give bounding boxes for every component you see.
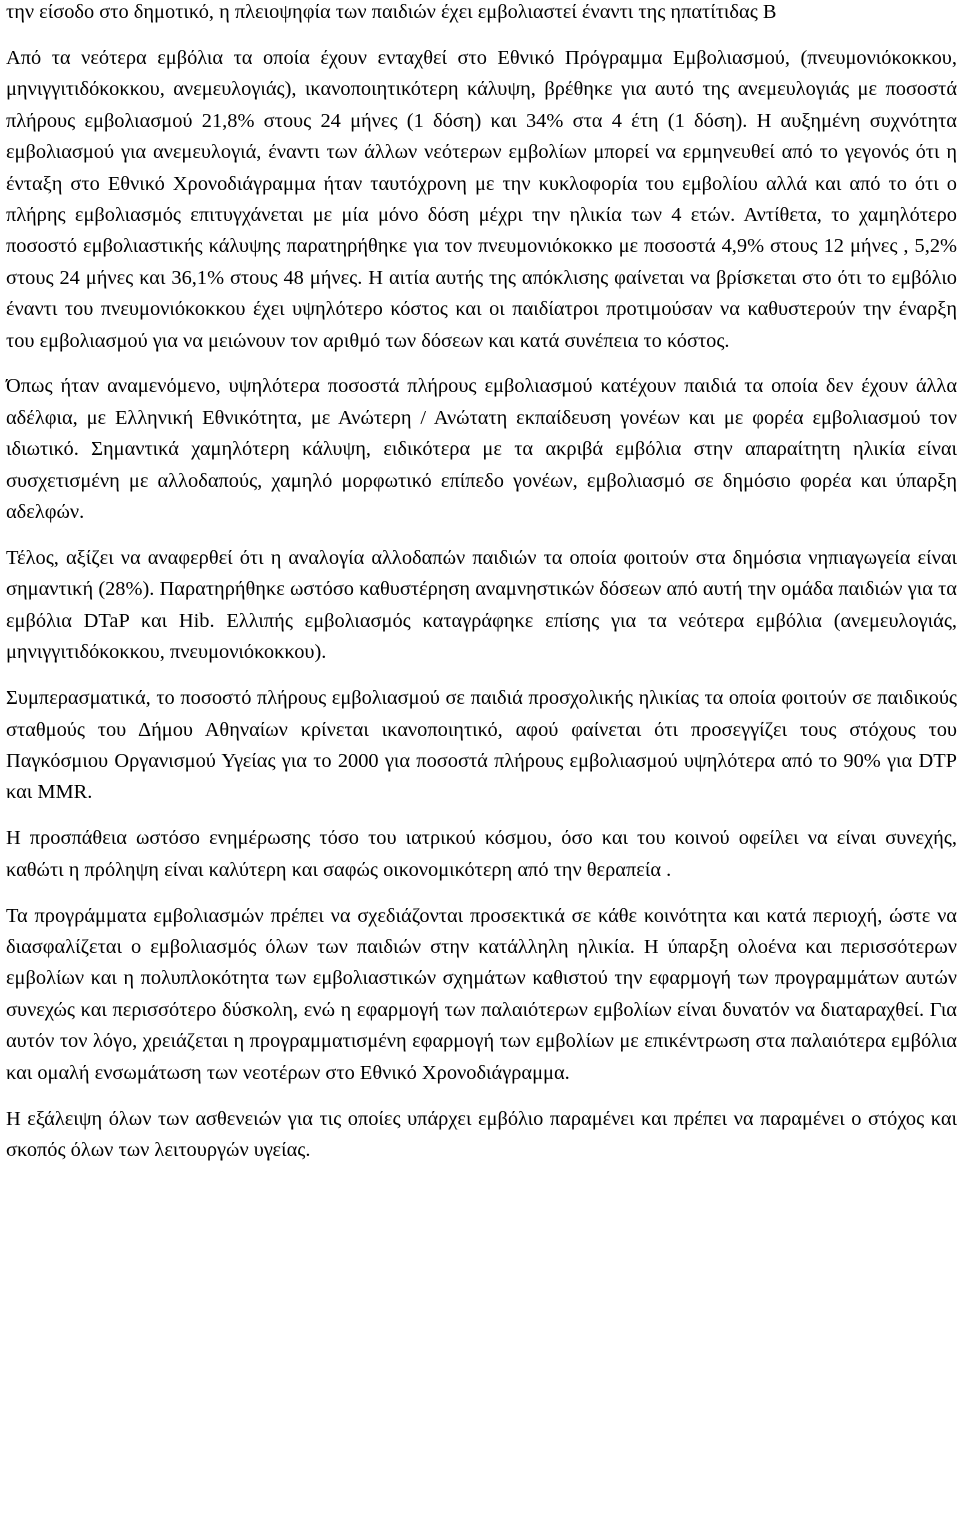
paragraph-foreign-children: Τέλος, αξίζει να αναφερθεί ότι η αναλογία αλλοδαπών παιδιών τα οποία φοιτούν στα δημόσια νηπιαγωγεία είναι σημαντική (28%). Παρατηρήθηκε ωστόσο καθυστέρηση αναμνηστικών δόσεων από αυτή την ομάδα παιδιών για τα εμβόλια DTaP και Hib. Ελλιπής εμβολιασμός καταγράφηκε επίσης για τα νεότερα εμβόλια (ανεμευλογιάς, μηνιγγιτιδόκοκκου, πνευμονιόκοκκου). — [6, 547, 957, 664]
paragraph-hepatitis-b: την είσοδο στο δημοτικό, η πλειοψηφία των παιδιών έχει εμβολιαστεί έναντι της ηπατίτιδας Β — [6, 1, 777, 23]
paragraph-programs: Τα προγράμματα εμβολιασμών πρέπει να σχεδιάζονται προσεκτικά σε κάθε κοινότητα και κατά περιοχή, ώστε να διασφαλίζεται ο εμβολιασμός όλων των παιδιών στην κατάλληλη ηλικία. Η ύπαρξη ολοένα και περισσότερων εμβολίων και η πολυπλοκότητα των εμβολιαστικών σχημάτων καθιστού την εφαρμογή των προγραμμάτων αυτών συνεχώς και περισσότερο δύσκολη, ενώ η εφαρμογή των παλαιότερων εμβολίων είναι δυνατόν να διαταραχθεί. Για αυτόν τον λόγο, χρειάζεται η προγραμματισμένη εφαρμογή των εμβολίων με επικέντρωση στα παλαιότερα εμβόλια και ομαλή ενσωμάτωση των νεοτέρων στο Εθνικό Χρονοδιάγραμμα. — [6, 904, 957, 1084]
paragraph-awareness: Η προσπάθεια ωστόσο ενημέρωσης τόσο του ιατρικού κόσμου, όσο και του κοινού οφείλει να είναι συνεχής, καθώτι η πρόληψη είναι καλύτερη και σαφώς οικονομικότερη από την θεραπεία . — [6, 827, 957, 881]
paragraph-coverage-factors: Όπως ήταν αναμενόμενο, υψηλότερα ποσοστά πλήρους εμβολιασμού κατέχουν παιδιά τα οποία δεν έχουν άλλα αδέλφια, με Ελληνική Εθνικότητα, με Ανώτερη / Ανώτατη εκπαίδευση γονέων και με φορέα εμβολιασμού τον ιδιωτικό. Σημαντικά χαμηλότερη κάλυψη, ειδικότερα με τα ακριβά εμβόλια στην απαραίτητη ηλικία είναι συσχετισμένη με αλλοδαπούς, χαμηλό μορφωτικό επίπεδο γονέων, εμβολιασμό σε δημόσιο φορέα και ύπαρξη αδελφών. — [6, 375, 957, 524]
paragraph-conclusion: Συμπερασματικά, το ποσοστό πλήρους εμβολιασμού σε παιδιά προσχολικής ηλικίας τα οποία φοιτούν σε παιδικούς σταθμούς του Δήμου Αθηναίων κρίνεται ικανοποιητικό, αφού φαίνεται ότι προσεγγίζει τους στόχους του Παγκόσμιου Οργανισμού Υγείας για το 2000 για ποσοστά πλήρους εμβολιασμού υψηλότερα από το 90% για DTP και MMR. — [6, 687, 957, 804]
document-page — [6, 0, 957, 1181]
paragraph-newer-vaccines: Από τα νεότερα εμβόλια τα οποία έχουν ενταχθεί στο Εθνικό Πρόγραμμα Εμβολιασμού, (πνευμονιόκοκκου, μηνιγγιτιδόκοκκου, ανεμευλογιάς), ικανοποιητικότερη κάλυψη, βρέθηκε για αυτό της ανεμευλογιάς με ποσοστά πλήρους εμβολιασμού 21,8% στους 24 μήνες (1 δόση) και 34% στα 4 έτη (1 δόση). Η αυξημένη συχνότητα εμβολιασμού για ανεμευλογιά, έναντι των άλλων νεότερων εμβολίων μπορεί να ερμηνευθεί από το γεγονός ότι η ένταξη στο Εθνικό Χρονοδιάγραμμα ήταν ταυτόχρονη με την κυκλοφορία του εμβολίου αλλά και από το ότι ο πλήρης εμβολιασμός επιτυγχάνεται με μία μόνο δόση μέχρι την ηλικία των 4 ετών. Αντίθετα, το χαμηλότερο ποσοστό εμβολιαστικής κάλυψης παρατηρήθηκε για τον πνευμονιόκοκκο με ποσοστά 4,9% στους 12 μήνες , 5,2% στους 24 μήνες και 36,1% στους 48 μήνες. Η αιτία αυτής της απόκλισης φαίνεται να βρίσκεται στο ότι το εμβόλιο έναντι του πνευμονιόκοκκου έχει υψηλότερο κόστος και οι παιδίατροι προτιμούσαν να καθυστερούν την έναρξη του εμβολιασμού για να μειώνουν τον αριθμό των δόσεων και κατά συνέπεια το κόστος. — [6, 46, 957, 352]
paragraph-eradication: Η εξάλειψη όλων των ασθενειών για τις οποίες υπάρχει εμβόλιο παραμένει και πρέπει να παραμένει ο στόχος και σκοπός όλων των λειτουργών υγείας. — [6, 1107, 957, 1161]
